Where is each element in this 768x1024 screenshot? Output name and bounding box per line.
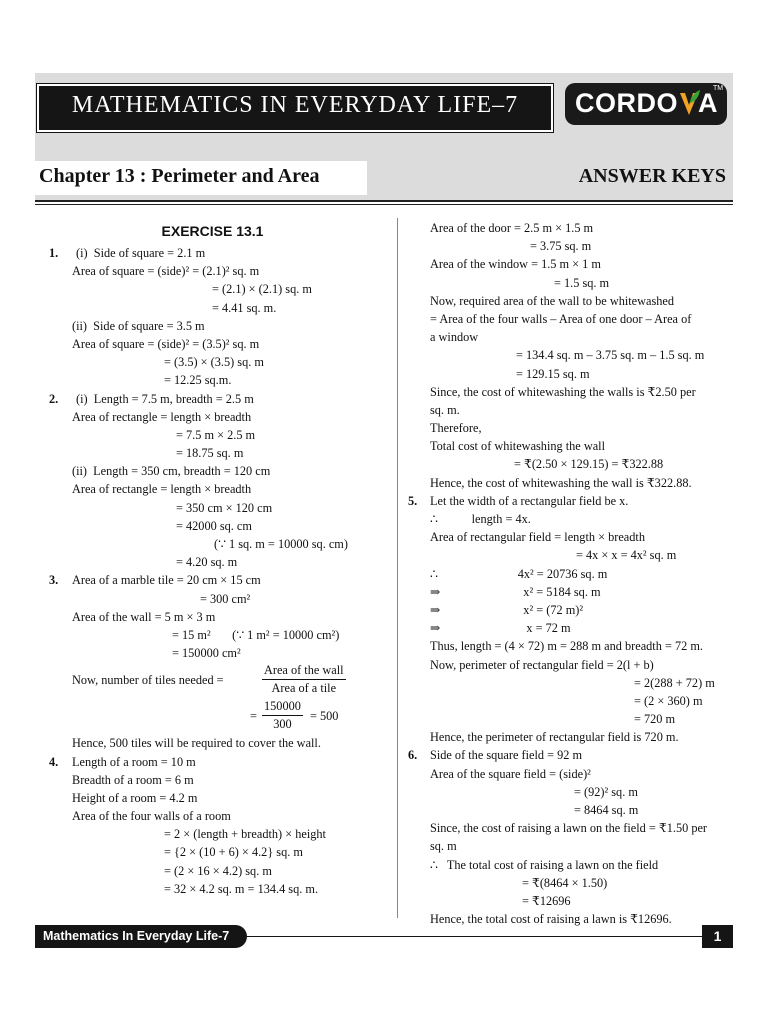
answer-text: = (2 × 360) m [634,693,703,708]
question-number: 6. [408,748,418,763]
answer-line [40,517,385,535]
answer-line [40,499,385,517]
cordova-logo [565,83,727,125]
answer-line [408,819,738,837]
answer-text: = 129.15 sq. m [516,366,590,381]
answer-line [40,299,385,317]
answer-line [408,583,738,601]
answer-line [408,565,738,583]
answer-line [40,626,385,644]
answer-text: = 2(288 + 72) m [634,675,715,690]
answer-line [408,419,738,437]
right-column-lines [408,219,738,928]
answer-line [40,371,385,389]
answer-text: = 15 m² (∵ 1 m² = 10000 cm²) [172,627,340,642]
answer-text: = 300 cm² [200,591,251,606]
answer-line [408,601,738,619]
answer-text: Height of a room = 4.2 m [72,790,198,805]
answer-text: = 134.4 sq. m – 3.75 sq. m – 1.5 sq. m [516,348,705,363]
answer-line [40,789,385,807]
answer-line [408,274,738,292]
tiles-formula-lead: Now, number of tiles needed = [72,673,224,688]
answer-text: Since, the cost of whitewashing the walls is ₹2.50 per [430,384,696,399]
answer-line [40,444,385,462]
tiles-result-equals: = [250,709,257,724]
answer-line [40,862,385,880]
answer-text: Area of a marble tile = 20 cm × 15 cm [72,573,261,588]
answer-line [408,546,738,564]
answer-line [408,346,738,364]
exercise-title: EXERCISE 13.1 [161,223,264,239]
answer-line [408,801,738,819]
trademark-mark: TM [713,85,724,92]
answer-line [408,310,738,328]
answer-text: = (2.1) × (2.1) sq. m [212,282,312,297]
answer-text: = 720 m [634,712,676,727]
answer-text: Breadth of a room = 6 m [72,772,194,787]
answer-line [408,383,738,401]
answer-text: sq. m. [430,402,460,417]
question-number: 3. [49,573,59,588]
answer-text: = 3.75 sq. m [530,239,592,254]
answer-text: ⇒ x = 72 m [430,621,571,636]
fraction-denominator: Area of a tile [271,681,337,696]
answer-text: Area of square = (side)² = (3.5)² sq. m [72,336,260,351]
answer-text: = (2 × 16 × 4.2) sq. m [164,863,272,878]
answer-text: Total cost of whitewashing the wall [430,439,606,454]
answer-text: = 12.25 sq.m. [164,373,232,388]
answer-text: = Area of the four walls – Area of one door – Area of [430,311,692,326]
answer-line [408,255,738,273]
answer-text: Hence, the perimeter of rectangular field is 720 m. [430,730,679,745]
answer-line [408,837,738,855]
answer-line [408,746,738,764]
left-column-tail [40,734,385,898]
answer-line [40,734,385,752]
header-divider-thin [35,204,733,205]
answer-text: ∴ The total cost of raising a lawn on the field [430,857,659,872]
answer-text: Length of a room = 10 m [72,754,196,769]
logo-text: CORDO [575,88,678,118]
answer-line [408,492,738,510]
answer-line [40,335,385,353]
footer-divider [247,936,707,937]
book-title: MATHEMATICS IN EVERYDAY LIFE–7 [71,92,519,118]
answer-text: ⇒ x² = 5184 sq. m [430,584,601,599]
answer-line [408,328,738,346]
answer-line [40,880,385,898]
answer-line [40,317,385,335]
answer-line [408,656,738,674]
answer-text: = (3.5) × (3.5) sq. m [164,355,264,370]
tiles-result [40,698,385,734]
book-title-box [37,84,553,132]
answer-line [408,765,738,783]
answer-text: = 150000 cm² [172,646,241,661]
page-number-box [702,925,733,948]
answer-keys-label: ANSWER KEYS [578,165,726,187]
page-number: 1 [713,928,722,944]
answer-text: Area of the door = 2.5 m × 1.5 m [430,221,594,235]
answer-line [408,783,738,801]
answer-line [408,637,738,655]
answer-text: = ₹12696 [522,893,571,908]
answer-text: Area of the four walls of a room [72,809,231,824]
answer-text: ∴ length = 4x. [430,512,531,526]
answer-text: Hence, the cost of whitewashing the wall is ₹322.88. [430,475,692,490]
answer-text: Area of square = (side)² = (2.1)² sq. m [72,264,260,279]
answer-text: Area of the square field = (side)² [430,766,591,781]
answer-line [408,910,738,928]
answer-text: = 8464 sq. m [574,803,639,817]
answer-text: a window [430,330,479,345]
chapter-title: Chapter 13 : Perimeter and Area [39,165,320,187]
answer-text: (i) Length = 7.5 m, breadth = 2.5 m [76,391,254,406]
answer-line [40,571,385,589]
question-number: 2. [49,391,59,406]
answer-line [408,892,738,910]
answer-line [408,874,738,892]
fraction-numerator: Area of the wall [262,662,346,680]
answer-line [40,280,385,298]
answer-line [408,619,738,637]
answer-line [40,807,385,825]
chapter-title-box [35,161,367,195]
answer-text: Thus, length = (4 × 72) m = 288 m and breadth = 72 m. [430,639,703,654]
tiles-formula [40,662,385,698]
answer-line [408,219,738,237]
answer-line [40,480,385,498]
answer-line [408,292,738,310]
answer-text: (i) Side of square = 2.1 m [76,246,206,260]
answer-line [408,365,738,383]
left-column [40,222,385,898]
answer-line [408,455,738,473]
left-column-lines [40,244,385,662]
answer-line [40,390,385,408]
answer-text: = 1.5 sq. m [554,275,610,290]
answer-line [408,856,738,874]
answer-text: Area of the wall = 5 m × 3 m [72,609,216,624]
answer-text: Let the width of a rectangular field be x. [430,493,629,508]
answer-text: Area of rectangular field = length × breadth [430,530,645,545]
answer-text: = 42000 sq. cm [176,518,252,533]
tiles-fraction [262,662,346,697]
answer-line [40,843,385,861]
answer-text: = 18.75 sq. m [176,446,244,461]
answer-line [40,535,385,553]
answer-text: Hence, the total cost of raising a lawn is ₹12696. [430,912,672,927]
answer-text: = 32 × 4.2 sq. m = 134.4 sq. m. [164,881,319,896]
column-divider [397,218,398,918]
question-number: 1. [49,246,59,260]
answer-line [408,510,738,528]
answer-text: ∴ 4x² = 20736 sq. m [430,566,608,581]
tiles-result-value: = 500 [310,709,339,724]
answer-line [40,408,385,426]
answer-line [408,528,738,546]
answer-line [40,462,385,480]
fraction-denominator: 300 [273,717,292,732]
answer-line [40,426,385,444]
answer-line [40,608,385,626]
answer-line [408,237,738,255]
question-number: 5. [408,493,418,508]
answer-line [40,644,385,662]
answer-text: = 2 × (length + breadth) × height [164,827,326,842]
answer-text: Now, required area of the wall to be whitewashed [430,293,675,308]
right-column [408,219,738,928]
answer-text: Area of rectangle = length × breadth [72,409,252,424]
answer-line [408,728,738,746]
answer-line [408,710,738,728]
answer-line [40,590,385,608]
question-number: 4. [49,754,59,769]
answer-text: Therefore, [430,421,482,436]
answer-text: (ii) Side of square = 3.5 m [72,318,205,333]
answer-text: = {2 × (10 + 6) × 4.2} sq. m [164,845,303,860]
answer-line [40,244,385,262]
answer-text: = 350 cm × 120 cm [176,500,273,515]
answer-line [408,437,738,455]
answer-line [408,474,738,492]
answer-text: (ii) Length = 350 cm, breadth = 120 cm [72,464,271,479]
answer-line [40,753,385,771]
fraction-numerator: 150000 [262,698,303,716]
answer-line [408,401,738,419]
answer-text: = 4x × x = 4x² sq. m [576,548,677,563]
answer-text: = 4.20 sq. m [176,555,238,570]
answer-text: = 7.5 m × 2.5 m [176,427,256,442]
answer-text: Hence, 500 tiles will be required to cover the wall. [72,736,321,751]
answer-line [408,674,738,692]
answer-line [408,692,738,710]
footer-book-label [35,925,247,948]
answer-text: Since, the cost of raising a lawn on the field = ₹1.50 per [430,821,708,836]
answer-line [40,771,385,789]
answer-line [40,262,385,280]
tiles-result-fraction [262,698,303,733]
footer-text: Mathematics In Everyday Life-7 [43,929,230,943]
answer-text: Area of the window = 1.5 m × 1 m [430,257,601,272]
answer-text: Area of rectangle = length × breadth [72,482,252,497]
answer-text: (∵ 1 sq. m = 10000 sq. cm) [214,537,348,551]
answer-line [40,553,385,571]
answer-text: Now, perimeter of rectangular field = 2(l + b) [430,657,654,672]
answer-text: = 4.41 sq. m. [212,300,277,315]
answer-text: Side of the square field = 92 m [430,748,583,763]
answer-text: = ₹(8464 × 1.50) [522,875,608,890]
answer-text: = ₹(2.50 × 129.15) = ₹322.88 [514,457,664,472]
header-divider [35,200,733,202]
answer-line [40,353,385,371]
answer-text: sq. m [430,839,457,854]
answer-line [40,825,385,843]
logo-letter: A [698,88,718,118]
answer-text: = (92)² sq. m [574,784,638,799]
answer-text: ⇒ x² = (72 m)² [430,602,584,617]
